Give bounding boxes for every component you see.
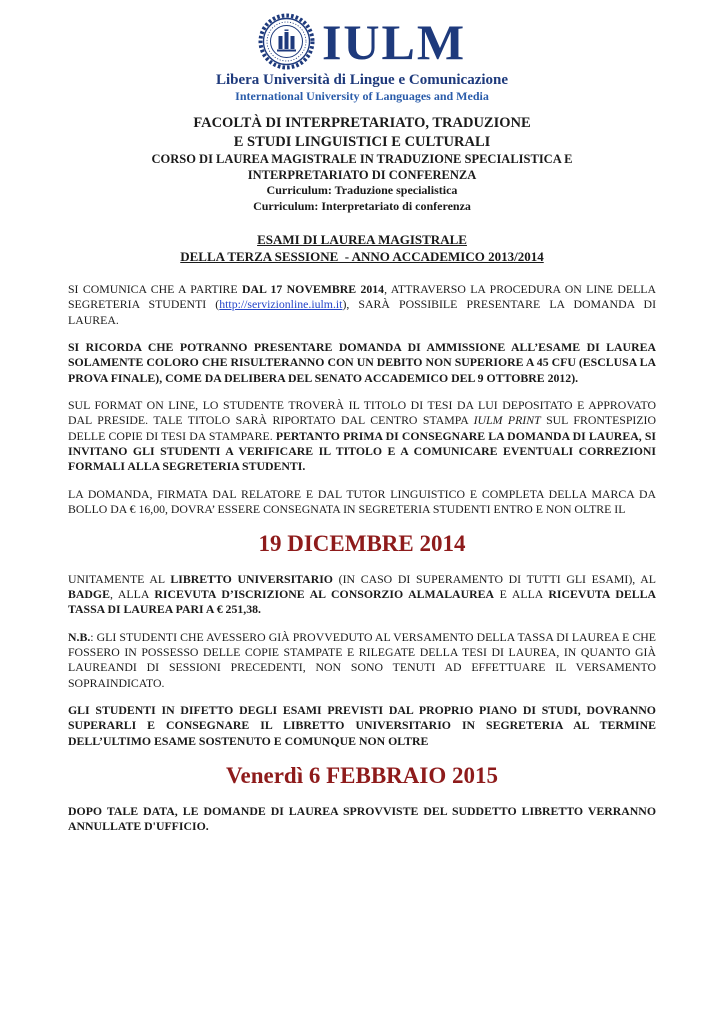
paragraph-nota-bene: N.B.: GLI STUDENTI CHE AVESSERO GIÀ PROVVEDUTO AL VERSAMENTO DELLA TASSA DI LAUREA E CHE FOSSERO IN POSSESSO DELLE COPIE STAMPATE E RILEGATE DELLA TESI DI LAUREA, IN QUANTO GIÀ LAUREANDI DI SESSIONI PRECEDENTI, NON SONO TENUTI AD EFFETTUARE IL VERSAMENTO SOPRAINDICATO. <box>68 629 656 690</box>
deadline-date-december: 19 DICEMBRE 2014 <box>258 531 466 557</box>
university-logo <box>68 13 656 103</box>
logo-subtitle-english: International University of Languages and Media <box>235 89 489 103</box>
inline-link[interactable]: http://servizionline.iulm.it <box>219 297 343 312</box>
logo-subtitle-italian: Libera Università di Lingue e Comunicazione <box>215 72 509 88</box>
faculty-heading-line2: E STUDI LINGUISTICI E CULTURALI <box>233 133 491 150</box>
course-heading-line1: CORSO DI LAUREA MAGISTRALE IN TRADUZIONE SPECIALISTICA E <box>151 151 573 166</box>
paragraph-thesis-title-check: SUL FORMAT ON LINE, LO STUDENTE TROVERÀ IL TITOLO DI TESI DA LUI DEPOSITATO E APPROVATO DAL PRESIDE. TALE TITOLO SARÀ RIPORTATO DAL CENTRO STAMPA IULM PRINT SUL FRONTESPIZIO DELLE COPIE DI TESI DA STAMPARE. PERTANTO PRIMA DI CONSEGNARE LA DOMANDA DI LAUREA, SI INVITANO GLI STUDENTI A VERIFICARE IL TITOLO E A COMUNICARE EVENTUALI CORREZIONI FORMALI ALLA SEGRETERIA STUDENTI. <box>68 398 656 474</box>
curriculum-specialised-translation: Curriculum: Traduzione specialistica <box>266 183 458 198</box>
paragraph-pending-exams: GLI STUDENTI IN DIFETTO DEGLI ESAMI PREVISTI DAL PROPRIO PIANO DI STUDI, DOVRANNO SUPERARLI E CONSEGNARE IL LIBRETTO UNIVERSITARIO IN SEGRETERIA AL TERMINE DELL’ULTIMO ESAME SOSTENUTO E COMUNQUE NON OLTRE <box>68 703 656 748</box>
logo-row <box>68 13 656 70</box>
paragraph-cancellation-warning: DOPO TALE DATA, LE DOMANDE DI LAUREA SPROVVISTE DEL SUDDETTO LIBRETTO VERRANNO ANNULLATE D'UFFICIO. <box>68 803 656 833</box>
curriculum-conference-interpreting: Curriculum: Interpretariato di conferenza <box>253 198 471 213</box>
university-seal-icon <box>258 13 315 70</box>
course-heading <box>68 151 656 184</box>
logo-wordmark: IULM <box>321 13 467 70</box>
announcement-title <box>68 232 656 266</box>
curricula-list <box>68 183 656 214</box>
paragraph-cfu-requirement: SI RICORDA CHE POTRANNO PRESENTARE DOMANDA DI AMMISSIONE ALL’ESAME DI LAUREA SOLAMENTE COLORO CHE RISULTERANNO CON UN DEBITO NON SUPERIORE A 45 CFU (ESCLUSA LA PROVA FINALE), COME DA DELIBERA DEL SENATO ACCADEMICO DEL 9 OTTOBRE 2012). <box>68 340 656 385</box>
paragraph-required-documents: UNITAMENTE AL LIBRETTO UNIVERSITARIO (IN CASO DI SUPERAMENTO DI TUTTI GLI ESAMI), AL BADGE, ALLA RICEVUTA D’ISCRIZIONE AL CONSORZIO ALMALAUREA E ALLA RICEVUTA DELLA TASSA DI LAUREA PARI A € 251,38. <box>68 571 657 617</box>
paragraph-submission-deadline-intro: LA DOMANDA, FIRMATA DAL RELATORE E DAL TUTOR LINGUISTICO E COMPLETA DELLA MARCA DA BOLLO DA € 16,00, DOVRA’ ESSERE CONSEGNATA IN SEGRETERIA STUDENTI ENTRO E NON OLTRE IL <box>68 486 656 517</box>
faculty-heading <box>68 114 656 150</box>
faculty-heading-line1: FACOLTÀ DI INTERPRETARIATO, TRADUZIONE <box>193 115 531 132</box>
announcement-title-line2: DELLA TERZA SESSIONE - ANNO ACCADEMICO 2013/2014 <box>180 249 544 265</box>
course-heading-line2: INTERPRETARIATO DI CONFERENZA <box>247 167 477 182</box>
deadline-date-february: Venerdì 6 FEBBRAIO 2015 <box>226 763 498 789</box>
announcement-title-line1: ESAMI DI LAUREA MAGISTRALE <box>257 232 467 248</box>
paragraph-online-application: SI COMUNICA CHE A PARTIRE DAL 17 NOVEMBRE 2014, ATTRAVERSO LA PROCEDURA ON LINE DELLA SEGRETERIA STUDENTI (http://servizionline.iulm.it), SARÀ POSSIBILE PRESENTARE LA DOMANDA DI LAUREA. <box>68 282 657 327</box>
